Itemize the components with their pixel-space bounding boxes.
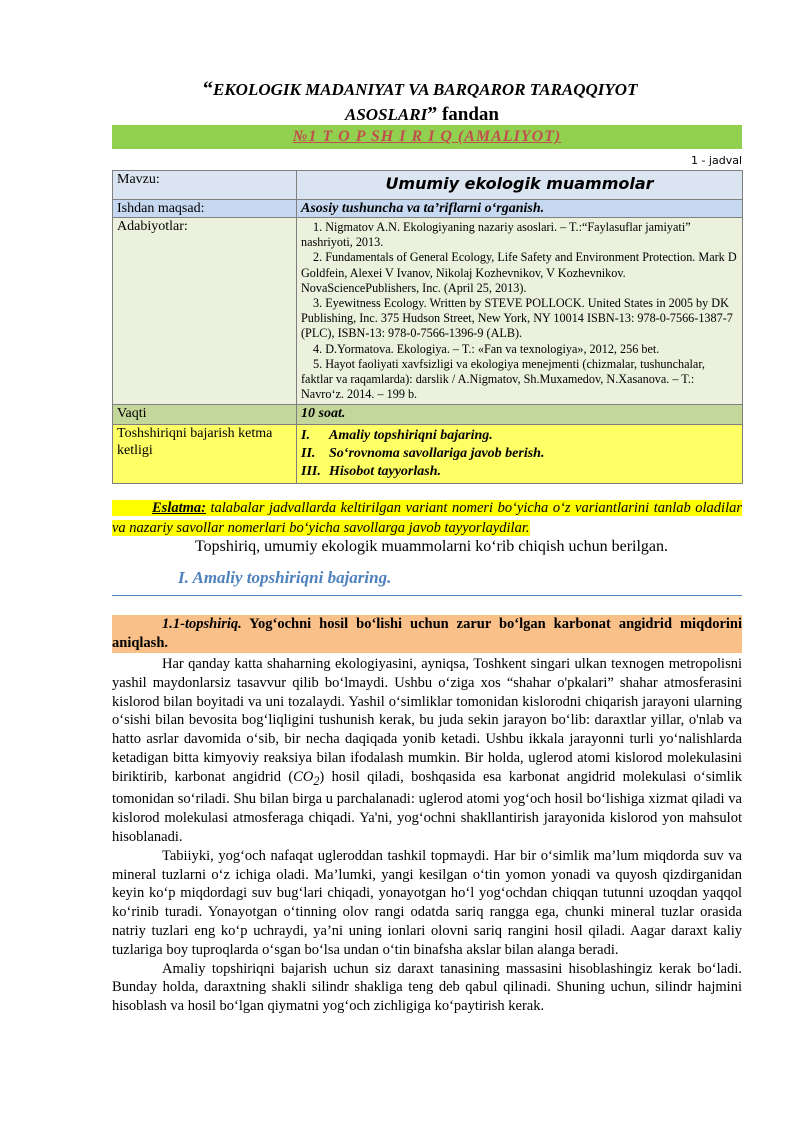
paragraph-1-part-b: ) hosil qiladi, boshqasida esa karbonat angidrid molekulasi o‘simlik tomonidan so‘riladi. Shu bilan birga u parchalanadi: uglerod atomi yog‘och hosil bo‘lishiga xizmat qiladi va kislorod molekulasi atmosferaga chiqadi. Ya'ni, yog‘ochni shakllantirish jarayonida kislorod yon mahsulot hisoblanadi.: [112, 768, 742, 846]
co2-text: CO: [293, 768, 314, 785]
literature-item: 3. Eyewitness Ecology. Written by STEVE POLLOCK. United States in 2005 by DK Publishing, Inc. 375 Hudson Street, New York, NY 10014 ISBN-13: 978-0-7566-1387-7 (PLC), ISBN-13: 978-0-7566-1396-9 (ALB).: [301, 296, 733, 341]
literature-item: 1. Nigmatov A.N. Ekologiyaning nazariy asoslari. – T.:“Faylasuflar jamiyati” nashriyoti, 2013.: [301, 220, 691, 250]
title-text-2: ASOSLARI: [345, 105, 428, 124]
mavzu-label: Mavzu:: [113, 171, 297, 200]
note-paragraph: [112, 498, 742, 538]
fandan-label: fandan: [437, 104, 499, 125]
steps-list: [301, 427, 738, 481]
step-item: [301, 445, 738, 463]
row-mavzu: [113, 171, 743, 200]
document-title-line2: [345, 103, 499, 126]
maqsad-label: Ishdan maqsad:: [113, 200, 297, 218]
body-text: [112, 655, 742, 1016]
mavzu-value: Umumiy ekologik muammolar: [385, 174, 654, 193]
step-text: Hisobot tayyorlash.: [329, 464, 442, 480]
vaqt-value: 10 soat.: [297, 405, 743, 425]
literature-item: 4. D.Yormatova. Ekologiya. – T.: «Fan va texnologiya», 2012, 256 bet.: [313, 341, 660, 356]
literature-item: 2. Fundamentals of General Ecology, Life Safety and Environment Protection. Mark D Goldfein, Alexei V Ivanov, Nikolaj Kozhevnikov, V Kozhevnikov. NovaSciencePublishers, Inc. (April 25, 2013).: [301, 250, 737, 295]
intro-line: Topshiriq, umumiy ekologik muammolarni ko‘rib chiqish uchun berilgan.: [195, 538, 669, 555]
section-heading: I. Amaliy topshiriqni bajaring.: [178, 568, 392, 587]
adabiyotlar-cell: [297, 218, 743, 405]
literature-list: [301, 220, 738, 402]
task-title: Yog‘ochni hosil bo‘lishi uchun zarur bo‘lgan karbonat angidrid miqdorini aniqlash.: [112, 616, 742, 651]
row-maqsad: [113, 200, 743, 218]
section-divider: [112, 595, 742, 596]
adabiyotlar-label: Adabiyotlar:: [113, 218, 297, 405]
document-title-line1: [203, 78, 723, 101]
step-item: [301, 463, 738, 481]
paragraph-3: Amaliy topshiriqni bajarish uchun siz daraxt tanasining massasini hisoblashingiz kerak bo‘ladi. Bunday holda, daraxtning shakli silindr shakliga teng deb qabul qilinadi. Shuning uchun, silindr hajmini hisoblash va hosil bo‘lgan qiymatni yog‘och zichligiga ko‘paytirish kerak.: [112, 960, 742, 1015]
close-quote: ”: [427, 103, 438, 125]
co2-formula: [293, 768, 320, 788]
title-text-1: EKOLOGIK MADANIYAT VA BARQAROR TARAQQIYOT: [213, 80, 638, 99]
paragraph-2: Tabiiyki, yog‘och nafaqat ugleroddan tashkil topmaydi. Har bir o‘simlik ma’lum miqdorda suv va mineral tuzlarni o‘z ichiga oladi. Ma’lumki, yangi kesilgan o‘tin yomon yonadi va quyosh qizdirganidan keyin ko‘p miqdordagi suv bug‘lari chiqadi, yonayotgan ho‘l yog‘ochdan chiqqan tutunni uzoqdan yaqqol ko‘rinib turadi. Yonayotgan o‘tinning olov rangi odatda sariq rangga ega, chunki mineral tuzlar orasida natriy tuzlari eng ko‘p uchraydi, ya’ni uning ionlari olovni sariq rangini hosil qiladi. Aagar daraxt kaliy tuzlariga boy tuproqlarda o‘sgan bo‘lsa undan o‘tin binafsha akslar bilan alanga beradi.: [112, 847, 742, 958]
step-number: II.: [301, 446, 316, 462]
mavzu-cell: [297, 171, 743, 200]
vaqt-label: Vaqti: [113, 405, 297, 425]
task-heading: [112, 615, 742, 653]
note-text: talabalar jadvallarda keltirilgan variant nomeri bo‘yicha o‘z variantlarini tanlab oladilar va nazariy savollar nomerlari bo‘yicha savollarga javob tayyorlaydilar.: [112, 500, 742, 536]
step-number: I.: [301, 428, 310, 444]
table-caption: 1 - jadval: [690, 154, 742, 167]
paragraph-1: [112, 655, 742, 847]
step-text: So‘rovnoma savollariga javob berish.: [329, 446, 545, 462]
step-text: Amaliy topshiriqni bajaring.: [329, 428, 493, 444]
row-vaqt: [113, 405, 743, 425]
maqsad-value: Asosiy tushuncha va ta’riflarni o‘rganish.: [297, 200, 743, 218]
task-number-bar: №1 T O P SH I R I Q (AMALIYOT): [112, 125, 742, 149]
note-label: Eslatma:: [112, 500, 206, 516]
step-number: III.: [301, 464, 321, 480]
literature-item: 5. Hayot faoliyati xavfsizligi va ekologiya menejmenti (chizmalar, tushunchalar, faktlar va raqamlarda): darslik / A.Nigmatov, Sh.Muxamedov, N.Xasanova. – T.: Navro‘z. 2014. – 199 b.: [301, 356, 705, 402]
task-label: 1.1-topshiriq.: [162, 616, 242, 632]
step-item: [301, 427, 738, 445]
ketma-label: Toshshiriqni bajarish ketma ketligi: [113, 425, 297, 484]
row-adabiyotlar: [113, 218, 743, 405]
paragraph-1-part-a: Har qanday katta shaharning ekologiyasini, ayniqsa, Toshkent singari ulkan texnogen metropolisni yashil maydonlarsiz tasavvur qilib bo‘lmaydi. Ushbu o‘ziga xos “shahar o'pkalari” shahar atmosferasini kislorod bilan boyitadi va uni tozalaydi. Yashil o‘simliklar tomonidan kislorodni chiqarish jarayoni ularning o‘sishi bilan bevosita bog‘liqligini tushunish kerak, bu juda sekin jarayon bo‘lib: daraxtlar yillar, o'nlab va hatto asrlar davomida o‘sib, bir necha daqiqada yonib ketadi. Ushbu ikkala jarayonni turli yo‘nalishlarda ketadigan bitta kimyoviy reaksiya bilan ifodalash mumkin. Bir holda, uglerod atomi kislorod molekulasini biriktirib, karbonat angidrid (: [112, 656, 742, 785]
open-quote: “: [203, 78, 213, 100]
co2-subscript: 2: [313, 773, 320, 788]
info-table: [112, 170, 743, 484]
ketma-cell: [297, 425, 743, 484]
row-ketma-ketlik: [113, 425, 743, 484]
